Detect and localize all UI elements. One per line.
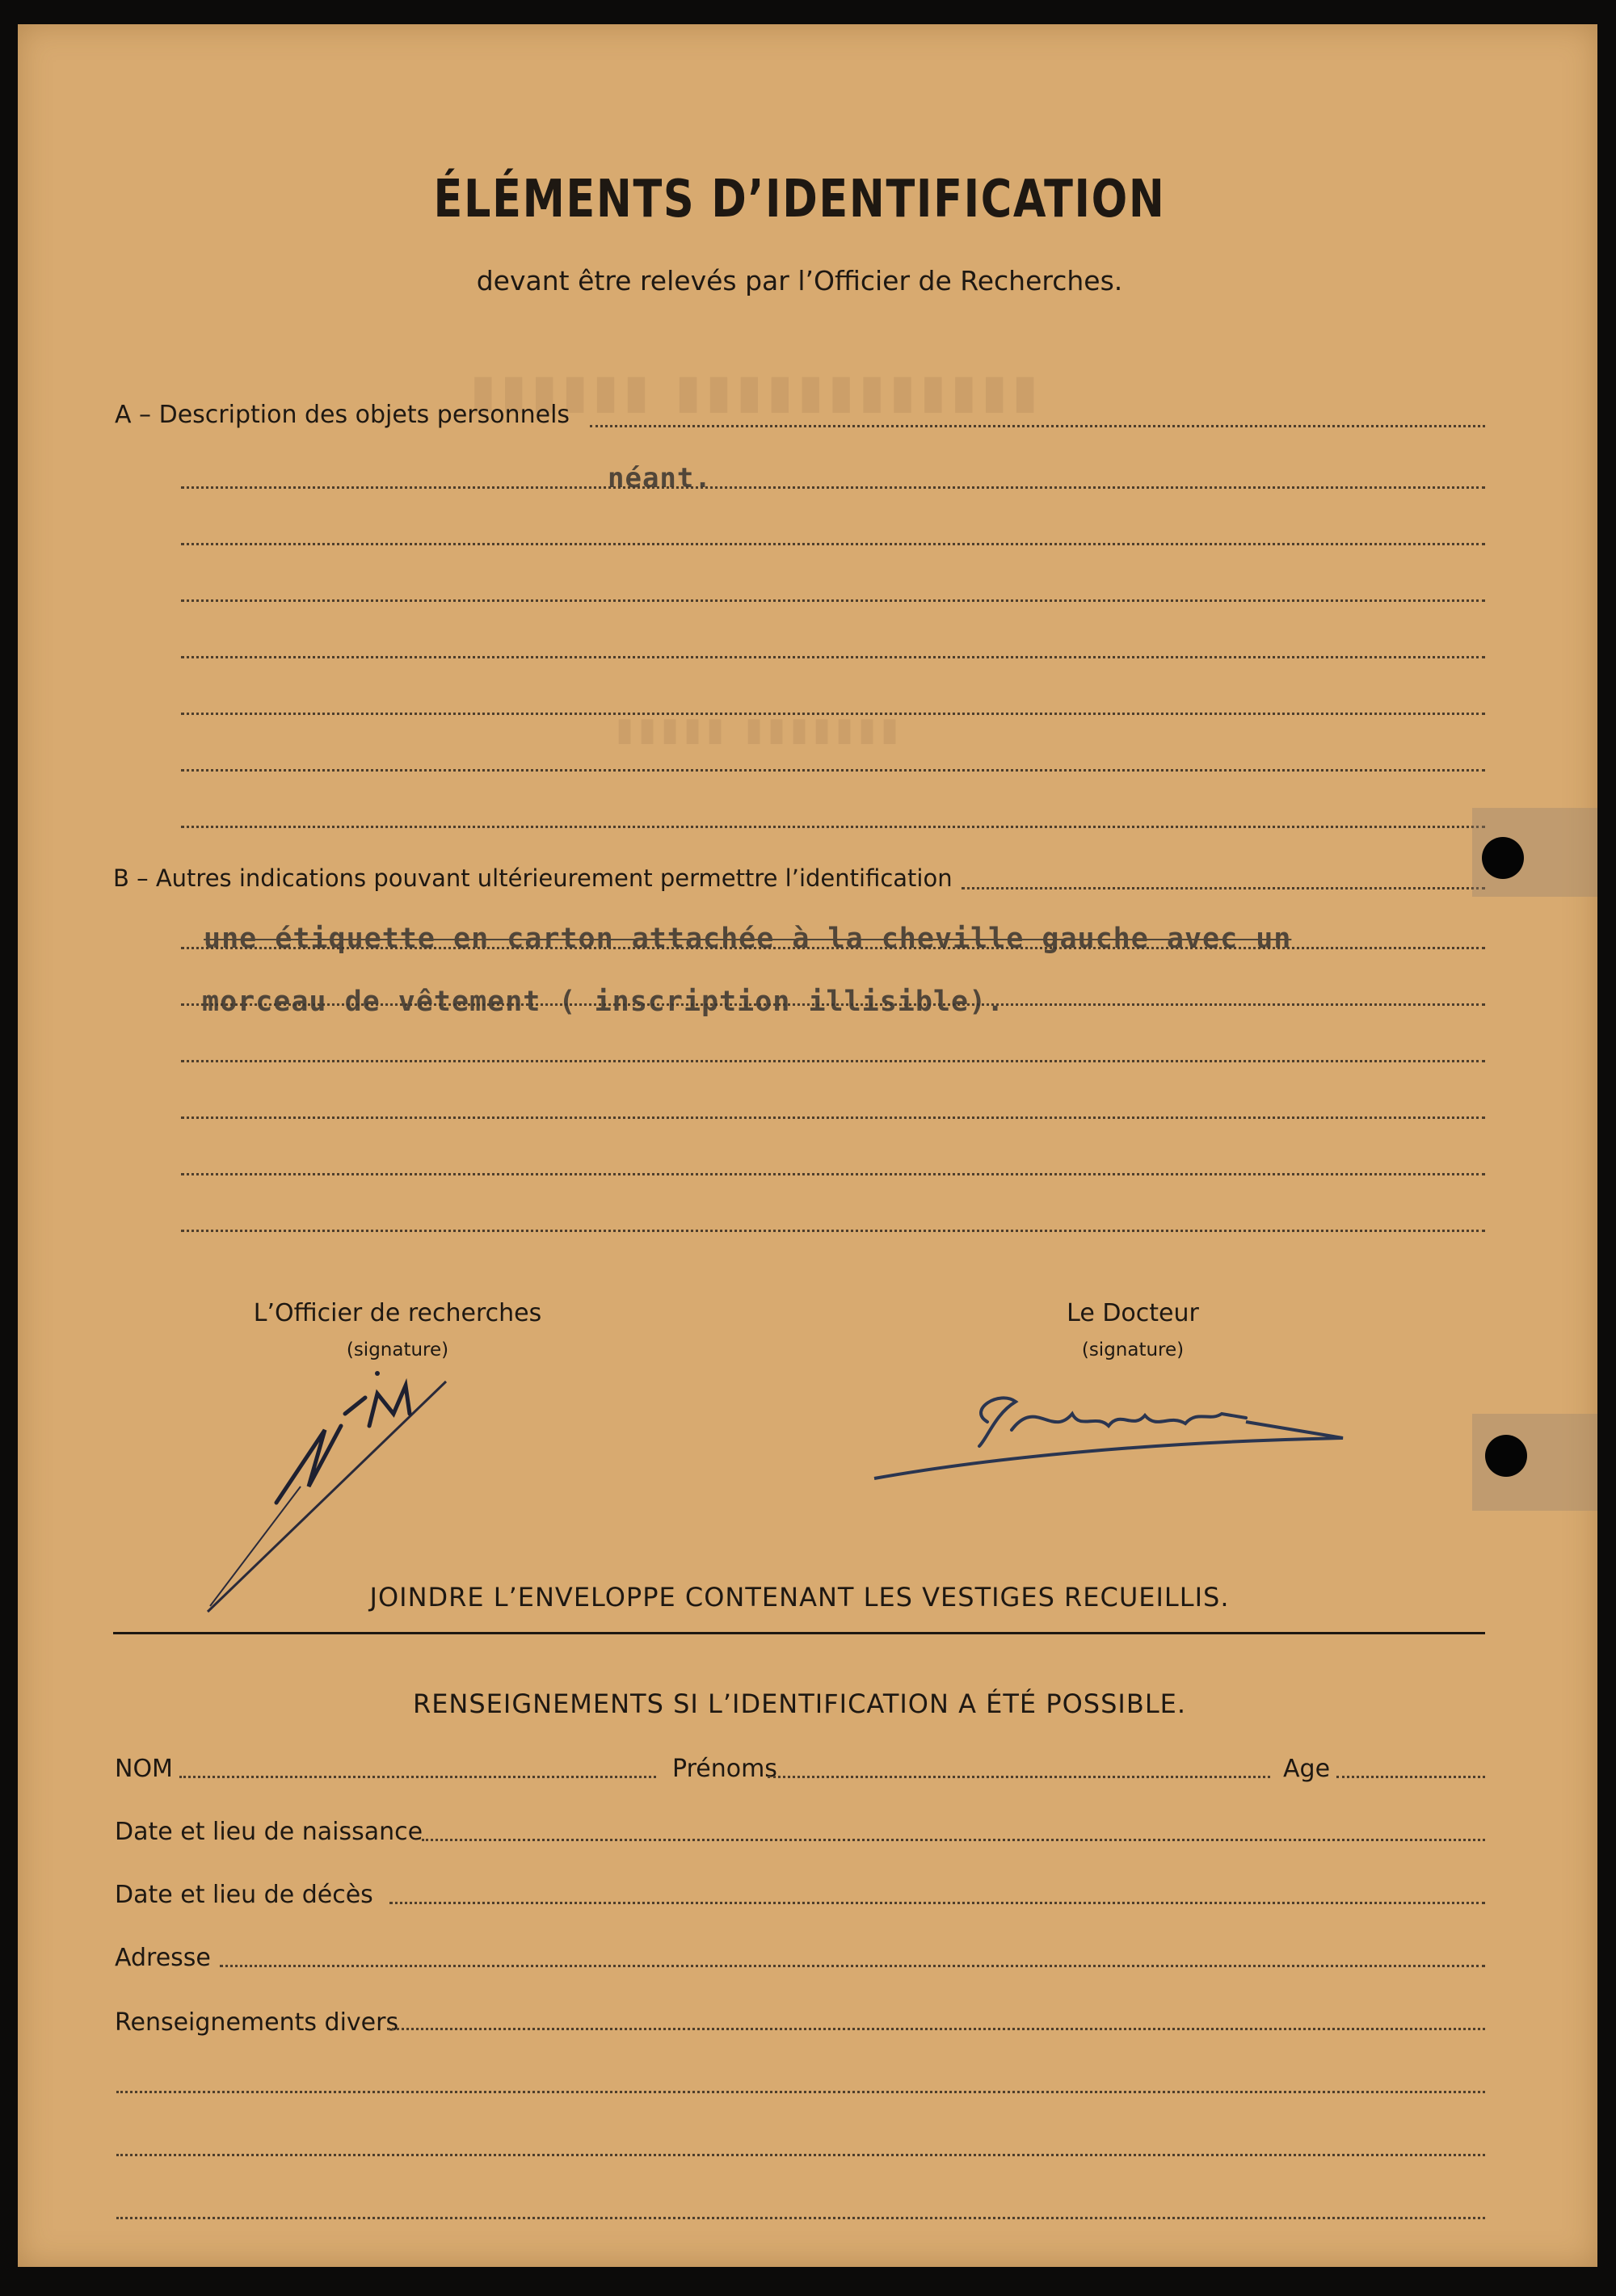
section-a-typed-text: néant. bbox=[608, 462, 712, 494]
divers-field-line[interactable] bbox=[116, 2217, 1485, 2219]
bleed-through-text: ▮▮▮▮▮▮ ▮▮▮▮▮▮▮▮▮▮▮▮ bbox=[470, 364, 1043, 418]
nom-field[interactable] bbox=[179, 1776, 656, 1778]
officer-signature-sub: (signature) bbox=[346, 1339, 449, 1360]
envelope-note: JOINDRE L’ENVELOPPE CONTENANT LES VESTIGES RECUEILLIS. bbox=[369, 1582, 1230, 1613]
section-b-typed-line-1: une étiquette en carton attachée à la cheville gauche avec un bbox=[204, 923, 1292, 955]
officer-signature-label: L’Officier de recherches bbox=[253, 1299, 542, 1327]
section-b-line bbox=[962, 887, 1485, 889]
form-page bbox=[18, 24, 1597, 2267]
divers-label: Renseignements divers bbox=[115, 2008, 399, 2037]
doctor-signature-image bbox=[866, 1365, 1367, 1495]
age-field[interactable] bbox=[1336, 1776, 1485, 1778]
section-a-line bbox=[181, 486, 1485, 489]
adresse-label: Adresse bbox=[115, 1944, 211, 1972]
section-b-line bbox=[181, 1116, 1485, 1119]
nom-label: NOM bbox=[115, 1755, 173, 1783]
section-a-line bbox=[590, 425, 1485, 427]
section-divider bbox=[113, 1632, 1485, 1634]
naissance-field[interactable] bbox=[422, 1839, 1485, 1841]
section-b-line bbox=[181, 1173, 1485, 1175]
doctor-signature-sub: (signature) bbox=[1081, 1339, 1185, 1360]
deces-label: Date et lieu de décès bbox=[115, 1881, 373, 1909]
deces-field[interactable] bbox=[389, 1902, 1485, 1904]
section-b-line bbox=[181, 1060, 1485, 1062]
section-a-line bbox=[181, 599, 1485, 602]
section-a-label: A – Description des objets personnels bbox=[115, 401, 570, 429]
adresse-field[interactable] bbox=[220, 1965, 1485, 1967]
form-subtitle: devant être relevés par l’Officier de Recherches. bbox=[476, 265, 1123, 296]
divers-field-line[interactable] bbox=[116, 2154, 1485, 2156]
section-a-line bbox=[181, 543, 1485, 545]
section-a-line bbox=[181, 656, 1485, 658]
section-b-typed-line-2: morceau de vêtement ( inscription illisible). bbox=[202, 986, 1005, 1018]
identification-heading: RENSEIGNEMENTS SI L’IDENTIFICATION A ÉTÉ POSSIBLE. bbox=[412, 1688, 1187, 1719]
punch-hole bbox=[1485, 1435, 1527, 1477]
divers-field[interactable] bbox=[388, 2028, 1485, 2030]
bleed-through-text: ▮▮▮▮▮ ▮▮▮▮▮▮▮ bbox=[616, 711, 904, 748]
age-label: Age bbox=[1283, 1755, 1331, 1783]
punch-hole bbox=[1482, 837, 1524, 879]
section-a-line bbox=[181, 769, 1485, 772]
section-b-line bbox=[181, 1230, 1485, 1232]
naissance-label: Date et lieu de naissance bbox=[115, 1818, 423, 1846]
form-title: ÉLÉMENTS D’IDENTIFICATION bbox=[433, 170, 1166, 229]
doctor-signature-label: Le Docteur bbox=[1067, 1299, 1199, 1327]
prenoms-label: Prénoms bbox=[672, 1755, 777, 1783]
section-a-line bbox=[181, 826, 1485, 828]
section-a-line bbox=[181, 713, 1485, 715]
prenoms-field[interactable] bbox=[768, 1776, 1270, 1778]
section-b-label: B – Autres indications pouvant ultérieurement permettre l’identification bbox=[113, 864, 953, 892]
divers-field-line[interactable] bbox=[116, 2091, 1485, 2093]
